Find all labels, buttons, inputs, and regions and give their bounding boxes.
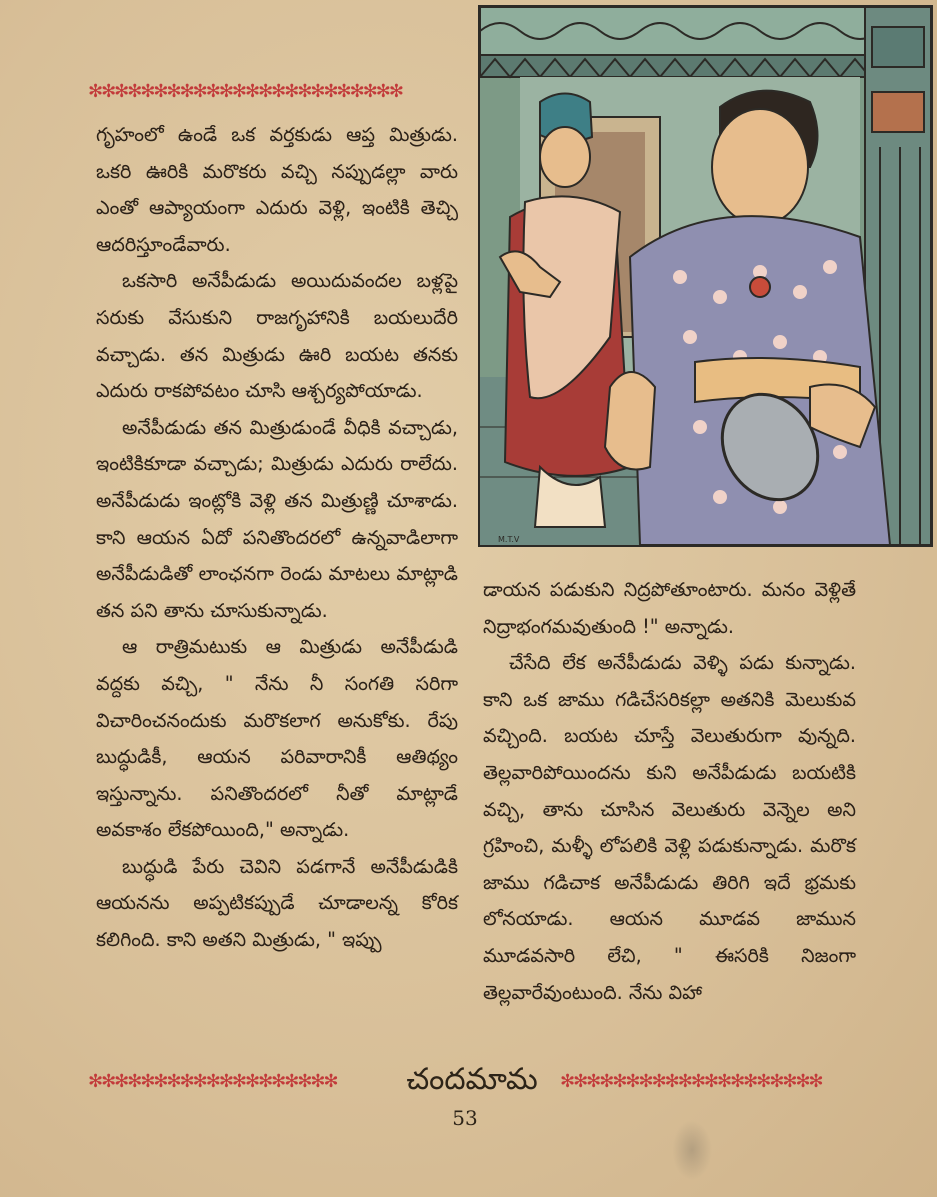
left-paragraph-1: గృహంలో ఉండే ఒక వర్తకుడు ఆప్త మిత్రుడు. ఒకరి ఊరికి మరొకరు వచ్చి నప్పుడల్లా వారు ఎంతో ఆప్యాయంగా ఎదురు వెళ్లి, ఇంటికి తెచ్చి ఆదరిస్తూండేవారు. bbox=[96, 123, 458, 256]
left-paragraph-5: బుద్ధుడి పేరు చెవిని పడగానే అనేపీడుడికి ఆయనను అప్పటికప్పుడే చూడాలన్న కోరిక కలిగింది. కాని అతని మిత్రుడు, " ఇప్పు bbox=[96, 854, 458, 952]
right-paragraph-2: చేసేది లేక అనేపీడుడు వెళ్ళి పడు కున్నాడు. కాని ఒక జాము గడిచేసరికల్లా అతనికి మెలుకువ వచ్చింది. బయట చూస్తే వెలుతురుగా వున్నది. తెల్లవారిపోయిందను కుని అనేపీడుడు బయటికి వచ్చి, తాను చూసిన వెలుతురు వెన్నెల అని గ్రహించి, మళ్ళీ లోపలికి వెళ్లి పడుకున్నాడు. మరొక జాము గడిచాక అనేపీడుడు తిరిగి ఇదే భ్రమకు లోనయాడు. ఆయన మూడవ జామున మూడవసారి లేచి, " ఈసరికి నిజంగా తెల్లవారేవుంటుంది. నేను విహా bbox=[483, 651, 856, 1004]
top-ornament-border: ✻✻✻✻✻✻✻✻✻✻✻✻✻✻✻✻✻✻✻✻✻✻✻✻ bbox=[88, 81, 402, 102]
left-paragraph-2: ఒకసారి అనేపీడుడు అయిదువందల బళ్లపై సరుకు వేసుకుని రాజగృహానికి బయలుదేరి వచ్చాడు. తన మిత్రుడు ఊరి బయట తనకు ఎదురు రాకపోవటం చూసి ఆశ్చర్యపోయాడు. bbox=[96, 269, 458, 403]
page-number: 53 bbox=[452, 1106, 478, 1130]
footer-ornament-left: ✻✻✻✻✻✻✻✻✻✻✻✻✻✻✻✻✻✻✻ bbox=[88, 1071, 337, 1092]
left-paragraph-3: అనేపీడుడు తన మిత్రుడుండే వీధికి వచ్చాడు, ఇంటికికూడా వచ్చాడు; మిత్రుడు ఎదురు రాలేదు. అనేపీడుడు ఇంట్లోకి వెళ్లి తన మిత్రుణ్ణి చూశాడు. కాని ఆయన ఏదో పనితొందరలో ఉన్నవాడిలాగా అనేపీడుడితో లాంఛనగా రెండు మాటలు మాట్లాడి తన పని తాను చూసుకున్నాడు. bbox=[96, 415, 458, 622]
left-text-column bbox=[96, 117, 458, 959]
right-paragraph-1: డాయన పడుకుని నిద్రపోతూంటారు. మనం వెళ్లితే నిద్రాభంగమవుతుంది !" అన్నాడు. bbox=[483, 578, 856, 638]
illustration-drawing bbox=[480, 7, 931, 545]
magazine-title: చందమామ bbox=[406, 1062, 538, 1097]
story-illustration bbox=[478, 5, 933, 547]
right-text-column bbox=[483, 572, 856, 1011]
illustrator-signature: M.T.V bbox=[498, 535, 520, 544]
left-paragraph-4: ఆ రాత్రిమటుకు ఆ మిత్రుడు అనేపీడుడి వద్దకు వచ్చి, " నేను నీ సంగతి సరిగా విచారించనందుకు మరొకలాగ అనుకోకు. రేపు బుద్ధుడికీ, ఆయన పరివారానికీ ఆతిథ్యం ఇస్తున్నాను. పనితొందరలో నీతో మాట్లాడే అవకాశం లేకపోయింది," అన్నాడు. bbox=[96, 635, 458, 842]
paper-scuff-mark bbox=[672, 1120, 712, 1180]
footer-ornament-right: ✻✻✻✻✻✻✻✻✻✻✻✻✻✻✻✻✻✻✻✻ bbox=[560, 1071, 822, 1092]
